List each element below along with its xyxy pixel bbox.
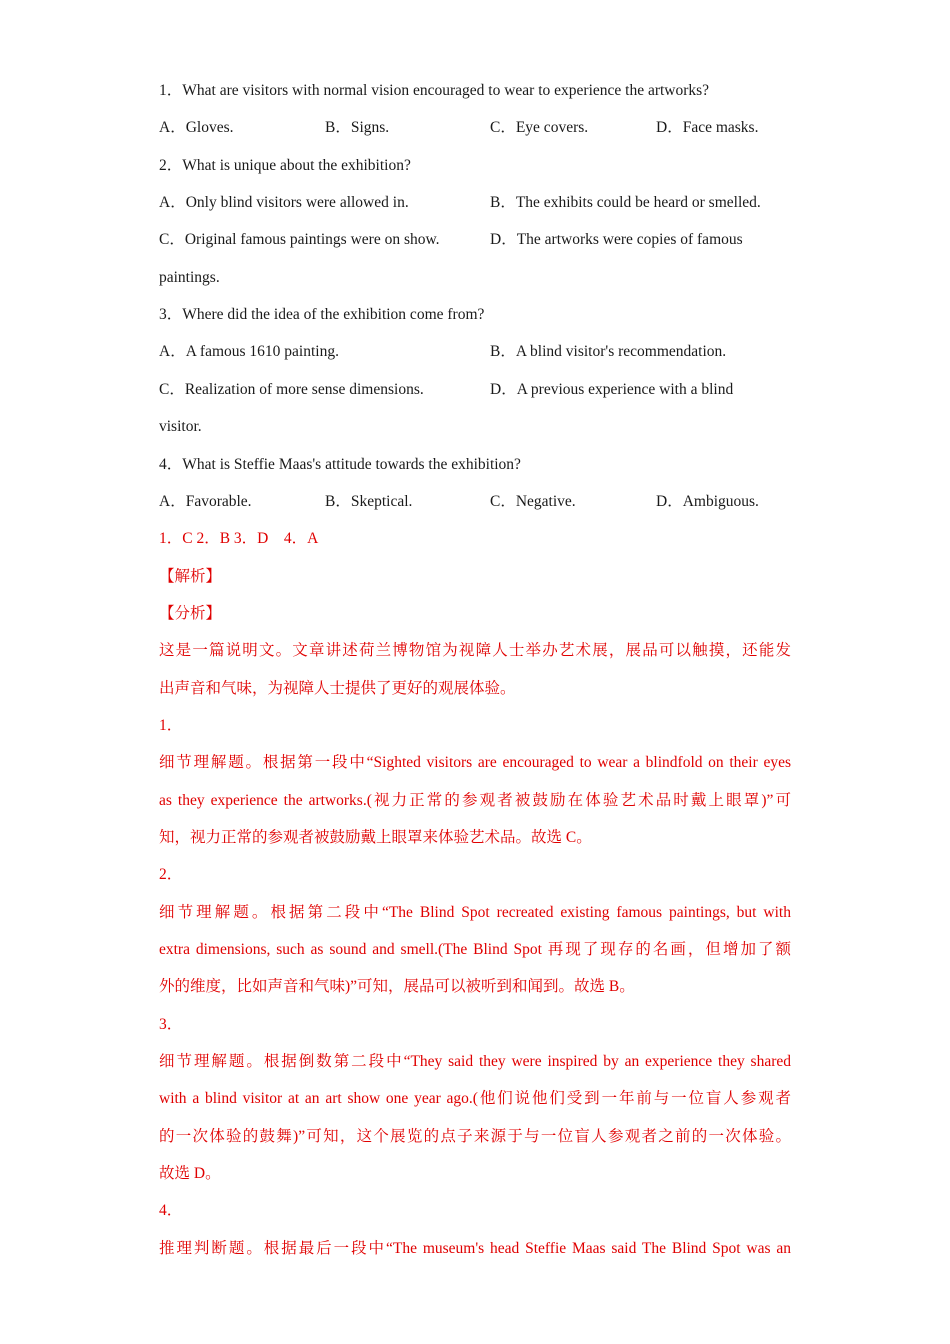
explanation-1-line-1: 细节理解题。根据第一段中“Sighted visitors are encouraged to wear a blindfold on their eyes <box>159 754 791 771</box>
question-4-stem: 4．What is Steffie Maas's attitude towards the exhibition? <box>159 456 521 473</box>
question-4-option-d: D．Ambiguous. <box>656 493 759 510</box>
fenxi-heading: 【分析】 <box>159 605 222 622</box>
explanation-3-number: 3． <box>159 1016 183 1033</box>
question-2-option-d-wrap: paintings. <box>159 269 220 286</box>
answer-key: 1．C 2．B 3．D 4．A <box>159 530 319 547</box>
explanation-2-line-1: 细节理解题。根据第二段中“The Blind Spot recreated existing famous paintings, but with <box>159 904 791 921</box>
explanation-2-number: 2． <box>159 866 183 883</box>
question-1-option-a: A．Gloves. <box>159 119 234 136</box>
question-3-option-d: D．A previous experience with a blind <box>490 381 734 398</box>
explanation-1-line-2: as they experience the artworks.(视力正常的参观者被鼓励在体验艺术品时戴上眼罩)”可 <box>159 792 791 809</box>
explanation-2-line-2: extra dimensions, such as sound and smell.(The Blind Spot 再现了现存的名画，但增加了额 <box>159 941 791 958</box>
question-2-option-c: C．Original famous paintings were on show. <box>159 231 440 248</box>
question-3-option-b: B．A blind visitor's recommendation. <box>490 343 727 360</box>
question-2-option-d: D．The artworks were copies of famous <box>490 231 743 248</box>
question-3-option-d-wrap: visitor. <box>159 418 202 435</box>
analysis-line-1: 这是一篇说明文。文章讲述荷兰博物馆为视障人士举办艺术展，展品可以触摸，还能发 <box>159 642 791 659</box>
question-2-option-b: B．The exhibits could be heard or smelled. <box>490 194 761 211</box>
question-1-stem: 1．What are visitors with normal vision encouraged to wear to experience the artworks? <box>159 82 710 99</box>
question-4-option-c: C．Negative. <box>490 493 576 510</box>
question-4-option-b: B．Skeptical. <box>325 493 413 510</box>
question-1-option-d: D．Face masks. <box>656 119 759 136</box>
question-4-option-a: A．Favorable. <box>159 493 252 510</box>
explanation-3-line-1: 细节理解题。根据倒数第二段中“They said they were inspired by an experience they shared <box>159 1053 791 1070</box>
explanation-4-line-1: 推理判断题。根据最后一段中“The museum's head Steffie Maas said The Blind Spot was an <box>159 1240 791 1257</box>
question-1-option-b: B．Signs. <box>325 119 390 136</box>
explanation-3-line-3: 的一次体验的鼓舞)”可知，这个展览的点子来源于与一位盲人参观者之前的一次体验。 <box>159 1128 791 1145</box>
explanation-4-number: 4． <box>159 1202 183 1219</box>
question-2-stem: 2．What is unique about the exhibition? <box>159 157 411 174</box>
explanation-3-line-4: 故选 D。 <box>159 1165 221 1182</box>
explanation-2-line-3: 外的维度，比如声音和气味)”可知，展品可以被听到和闻到。故选 B。 <box>159 978 635 995</box>
question-3-stem: 3．Where did the idea of the exhibition come from? <box>159 306 485 323</box>
jiexi-heading: 【解析】 <box>159 568 222 585</box>
question-1-option-c: C．Eye covers. <box>490 119 589 136</box>
explanation-1-number: 1． <box>159 717 183 734</box>
question-2-option-a: A．Only blind visitors were allowed in. <box>159 194 409 211</box>
question-3-option-c: C．Realization of more sense dimensions. <box>159 381 424 398</box>
analysis-line-2: 出声音和气味，为视障人士提供了更好的观展体验。 <box>159 680 516 697</box>
explanation-1-line-3: 知，视力正常的参观者被鼓励戴上眼罩来体验艺术品。故选 C。 <box>159 829 592 846</box>
question-3-option-a: A．A famous 1610 painting. <box>159 343 339 360</box>
explanation-3-line-2: with a blind visitor at an art show one year ago.(他们说他们受到一年前与一位盲人参观者 <box>159 1090 791 1107</box>
